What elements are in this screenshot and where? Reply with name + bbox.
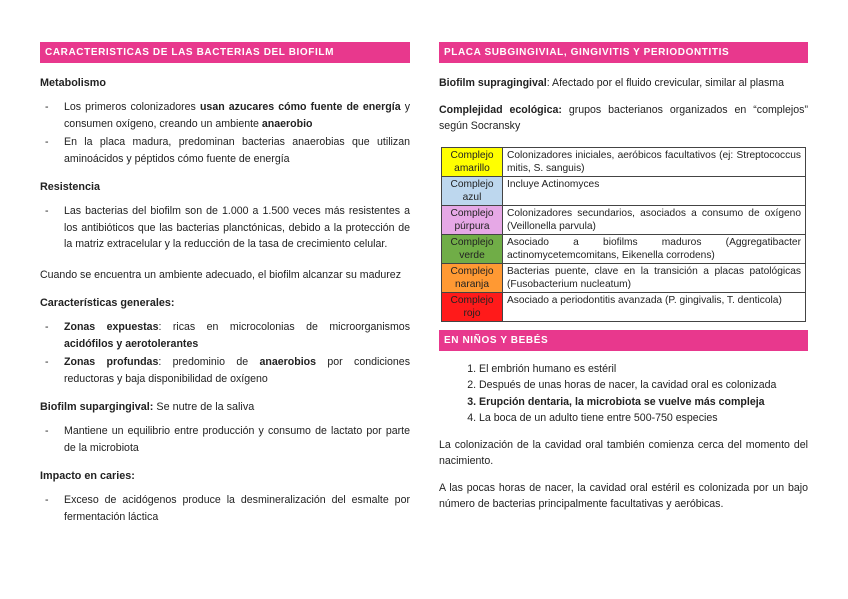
list-metabolismo [40,99,410,167]
list-item: - Las bacterias del biofilm son de 1.000 a 1.500 veces más resistentes a los antibióticos que las bacterias planctónicas, debido a la protección de la matriz extracelular y la reducción de la tasa de crecimiento celular. [64,203,410,253]
heading-supragingival: Biofilm supargingival: Se nutre de la saliva [40,401,255,413]
complejo-desc-cell: Asociado a periodontitis avanzada (P. gingivalis, T. denticola) [503,292,806,321]
left-column [40,42,410,527]
list-supragingival [40,423,410,456]
heading-caracteristicas: Características generales: [40,297,175,309]
section-banner-placa: PLACA SUBGINGIVIAL, GINGIVITIS Y PERIODONTITIS [439,42,808,63]
list-item: 2. Después de unas horas de nacer, la cavidad oral es colonizada [479,377,808,394]
list-item: - Zonas expuestas: ricas en microcolonias de microorganismos acidófilos y aerotolerantes [64,319,410,352]
table-row [442,176,806,205]
complejos-table [441,147,806,322]
complejo-name-cell: Complejo azul [442,176,503,205]
complejo-name-cell: Complejo púrpura [442,205,503,234]
list-item: 1. El embrión humano es estéril [479,361,808,378]
complejo-desc-cell: Colonizadores iniciales, aeróbicos facultativos (ej: Streptococcus mitis, S. sanguis) [503,147,806,176]
heading-metabolismo: Metabolismo [40,77,106,89]
list-resistencia [40,203,410,253]
section-banner-biofilm: CARACTERISTICAS DE LAS BACTERIAS DEL BIOFILM [40,42,410,63]
list-item: - Exceso de acidógenos produce la desmineralización del esmalte por fermentación láctica [64,492,410,525]
paragraph-pocas-horas: A las pocas horas de nacer, la cavidad oral estéril es colonizada por un bajo número de bacterias principalmente facultativas y aeróbicas. [439,481,808,510]
complejo-desc-cell: Incluye Actinomyces [503,176,806,205]
right-column [439,42,808,513]
complejo-desc-cell: Colonizadores secundarios, asociados a consumo de oxígeno (Veillonella parvula) [503,205,806,234]
table-row [442,292,806,321]
complejo-name-cell: Complejo rojo [442,292,503,321]
table-row [442,147,806,176]
table-row [442,263,806,292]
heading-resistencia: Resistencia [40,181,101,193]
list-item: 3. Erupción dentaria, la microbiota se vuelve más compleja [479,394,808,411]
paragraph-colonizacion: La colonización de la cavidad oral también comienza cerca del momento del nacimiento. [439,438,808,467]
list-caries [40,492,410,525]
complejo-name-cell: Complejo verde [442,234,503,263]
complejo-name-cell: Complejo naranja [442,263,503,292]
list-item: - Los primeros colonizadores usan azucares cómo fuente de energía y consumen oxígeno, creando un ambiente anaerobio [64,99,410,132]
list-caracteristicas [40,319,410,387]
paragraph-complejidad: Complejidad ecológica: grupos bacterianos organizados en “complejos” según Socransky [439,103,808,132]
complejo-desc-cell: Bacterias puente, clave en la transición a placas patológicas (Fusobacterium nucleatum) [503,263,806,292]
list-item: 4. La boca de un adulto tiene entre 500-750 especies [479,410,808,427]
section-banner-ninos: EN NIÑOS Y BEBÉS [439,330,808,351]
complejo-name-cell: Complejo amarillo [442,147,503,176]
table-row [442,205,806,234]
paragraph-madurez: Cuando se encuentra un ambiente adecuado, el biofilm alcanzar su madurez [40,268,401,281]
list-item: - En la placa madura, predominan bacterias anaerobias que utilizan aminoácidos y péptidos cómo fuente de energía [64,134,410,167]
heading-caries: Impacto en caries: [40,470,135,482]
table-row [442,234,806,263]
complejo-desc-cell: Asociado a biofilms maduros (Aggregatibacter actinomycetemcomitans, Eikenella corrodens) [503,234,806,263]
paragraph-supragingival: Biofilm supragingival: Afectado por el fluido crevicular, similar al plasma [439,77,785,89]
list-ninos [439,361,808,427]
list-item: - Mantiene un equilibrio entre producción y consumo de lactato por parte de la microbiota [64,423,410,456]
list-item: - Zonas profundas: predominio de anaerobios por condiciones reductoras y baja disponibilidad de oxígeno [64,354,410,387]
